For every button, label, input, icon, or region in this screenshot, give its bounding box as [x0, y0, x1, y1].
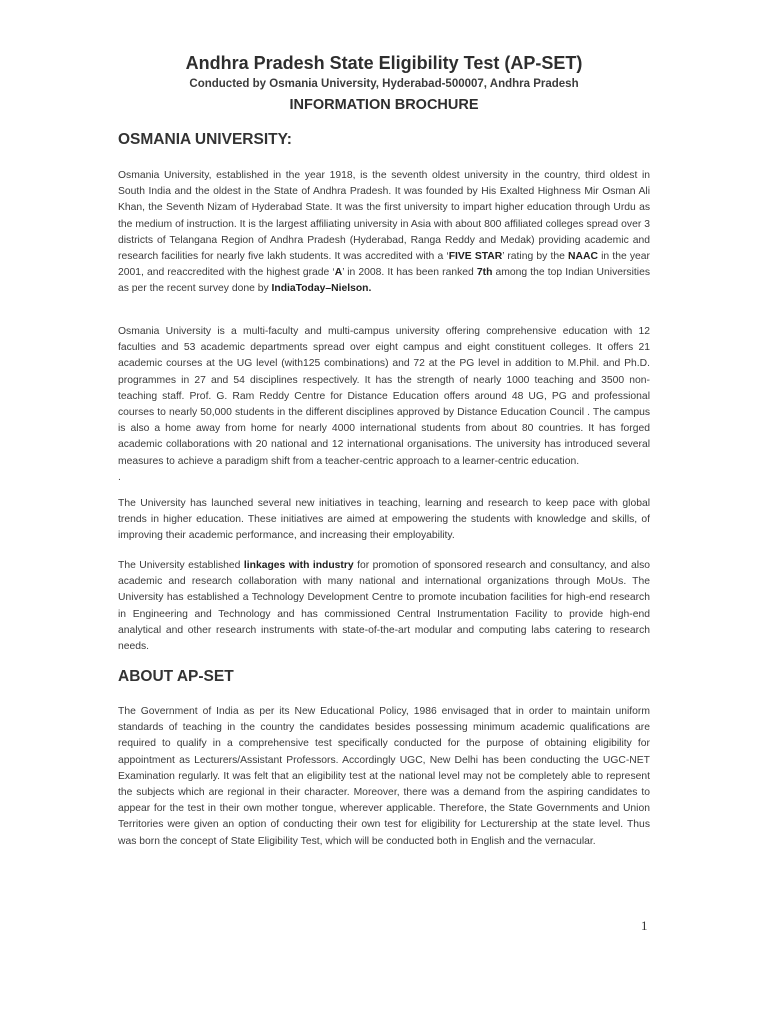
text-run: .: [118, 471, 121, 483]
text-run: in the year 2001, and reaccredited with the highest grade ‘: [118, 251, 650, 279]
text-run: ’ rating by the: [502, 251, 569, 263]
survey-text: IndiaToday–Nielson.: [271, 283, 372, 295]
osmania-heading: OSMANIA UNIVERSITY:: [118, 131, 292, 148]
osmania-paragraph-4: [118, 558, 650, 655]
five-star-text: FIVE STAR: [448, 251, 503, 263]
text-run: Osmania University, established in the year 1918, is the seventh oldest university in the country, third oldest in South India and the oldest in the State of Andhra Pradesh. It was founded by His Exalted Highness Mir Osman Ali Khan, the Seventh Nizam of Hyderabad State. It was the first university to impart higher education through Urdu as the medium of instruction. It is the largest affiliating university in Asia with about 800 affiliated colleges spread over 3 districts of Telangana Region of Andhra Pradesh (Hyderabad, Ranga Reddy and Medak) providing academic and research facilities for nearly five lakh students. It was accredited with a ‘: [118, 170, 650, 263]
osmania-paragraph-2: [118, 324, 650, 486]
text-run: for promotion of sponsored research and consultancy, and also academic and research collaboration with many national and international organizations through MoUs. The University has established a Technology Development Centre to promote incubation facilities for high-end research in Engineering and Technology and has commissioned Central Instrumentation Facility to provide high-end analytical and other research instruments with state-of-the-art modular and computing labs catering to research needs.: [118, 560, 651, 653]
linkages-text: linkages with industry: [243, 560, 354, 571]
text-run: among the top Indian Universities as per the recent survey done by: [118, 267, 650, 295]
text-run: ’ in 2008. It has been ranked: [342, 267, 477, 279]
grade-text: A: [334, 267, 343, 279]
text-run: The University established: [118, 560, 244, 571]
document-header: [0, 50, 768, 92]
text-run: Osmania University is a multi-faculty and multi-campus university offering comprehensive education with 12 faculties and 53 academic departments spread over eight campus and eight constituent colleges. It offers 21 academic courses at the UG level (with125 combinations) and 72 at the PG level in addition to M.Phil. and Ph.D. programmes in 27 and 54 disciplines respectively. It has the strength of nearly 1000 teaching and 3500 non-teaching staff. Prof. G. Ram Reddy Centre for Distance Education offers around 48 UG, PG and professional courses to nearly 50,000 students in the different disciplines approved by Distance Education Council . The campus is also a home away from home for nearly 4000 international students from about 80 countries. It has forged academic collaborations with 20 national and 12 international organisations. The university has introduced several measures to achieve a paradigm shift from a teacher-centric approach to a learner-centric education.: [118, 326, 650, 467]
osmania-paragraph-1: [118, 168, 650, 298]
brochure-heading: INFORMATION BROCHURE: [289, 97, 479, 113]
page-number: 1: [641, 918, 648, 933]
page-subtitle: Conducted by Osmania University, Hyderabad-500007, Andhra Pradesh: [189, 78, 579, 90]
apset-heading: ABOUT AP-SET: [118, 668, 234, 685]
rank-text: 7th: [476, 267, 493, 279]
naac-text: NAAC: [568, 251, 598, 263]
page-title: Andhra Pradesh State Eligibility Test (AP-SET): [185, 53, 583, 73]
apset-paragraph-1: The Government of India as per its New Educational Policy, 1986 envisaged that in order to maintain uniform standards of teaching in the country the candidates besides possessing minimum academic qualifications are required to qualify in a comprehensive test specifically conducted for the purpose of obtaining eligibility for appointment as Lecturers/Assistant Professors. Accordingly UGC, New Delhi has been conducting the UGC-NET Examination regularly. It was felt that an eligibility test at the national level may not be completely able to represent the subjects which are regional in their character. Moreover, there was a demand from the aspiring candidates to appear for the test in their own mother tongue, wherever applicable. Therefore, the State Governments and Union Territories were given an option of conducting their own test for eligibility for Lecturership at the state level. Thus was born the concept of State Eligibility Test, which will be conducted both in English and the vernacular.: [118, 706, 650, 847]
osmania-paragraph-3: The University has launched several new initiatives in teaching, learning and research to keep pace with global trends in higher education. These initiatives are aimed at empowering the students with knowledge and skills, of improving their academic performance, and increasing their employability.: [118, 498, 650, 542]
